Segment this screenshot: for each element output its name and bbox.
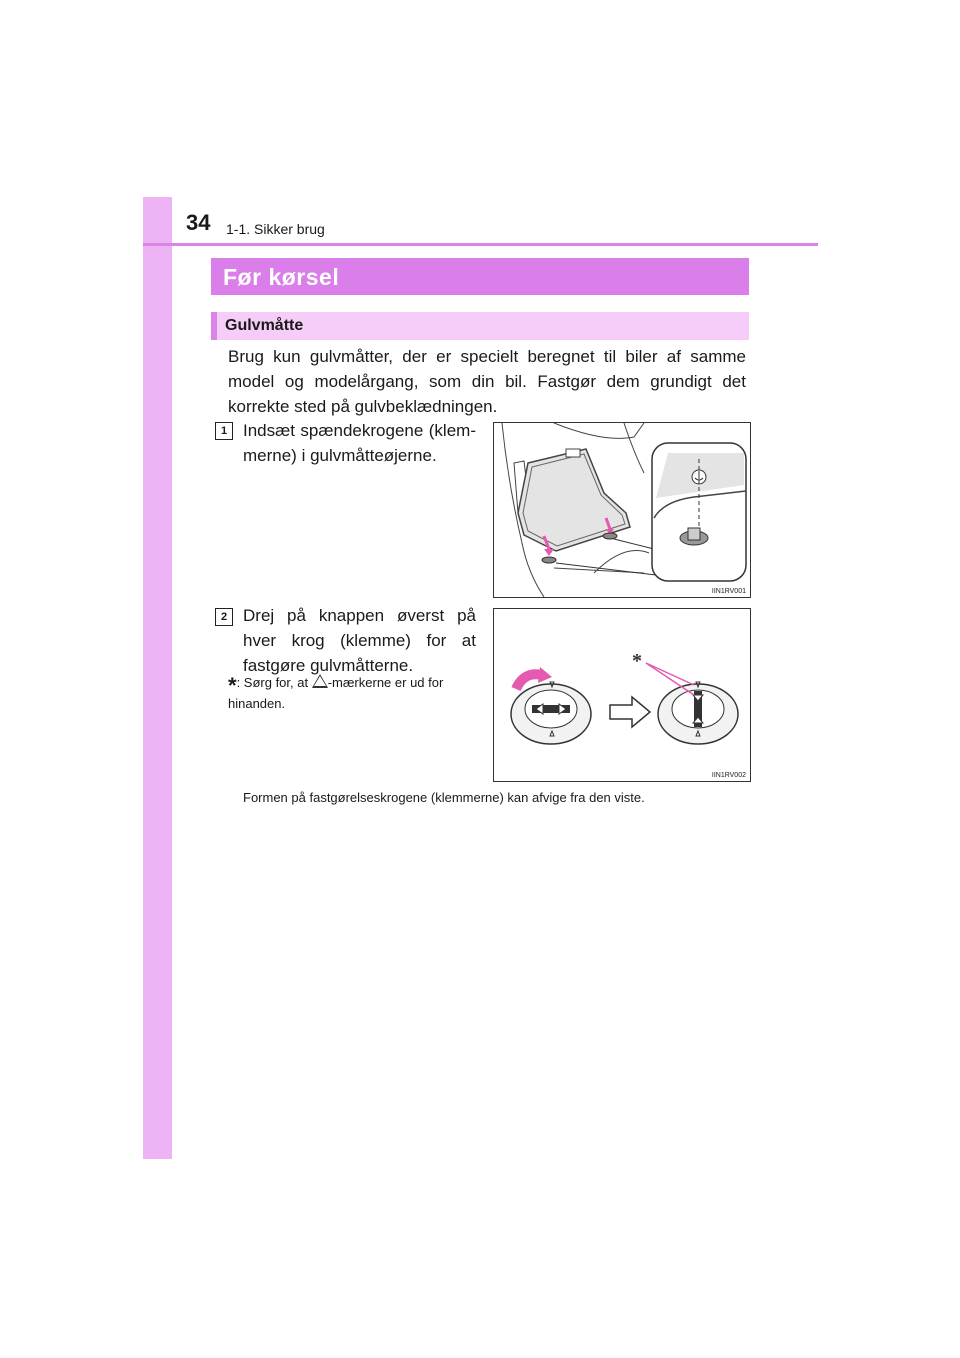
chapter-label: 1-1. Sikker brug (226, 221, 325, 237)
figure-1-id: IIN1RV001 (711, 588, 746, 595)
side-tab-bar (143, 197, 172, 1159)
step-1-text: Indsæt spændekrogene (klem-merne) i gulvmåtteøjerne. (243, 421, 476, 465)
header-divider (143, 243, 818, 246)
figure-asterisk: * (632, 650, 642, 672)
step-1-number: 1 (215, 422, 233, 440)
section-title-bar (211, 258, 749, 295)
note-text-after: -mærkerne er ud for hinanden. (228, 675, 444, 711)
subsection-bar (211, 312, 749, 340)
note (228, 674, 480, 713)
figure-2-id: IIN1RV002 (711, 772, 746, 779)
step-2-text: Drej på knappen øverst på hver krog (klemme) for at fastgøre gulvmåtterne. (243, 606, 476, 675)
floor-mat-illustration (494, 423, 750, 597)
note-asterisk: * (228, 673, 237, 698)
figure-floor-mat-hooks (493, 422, 751, 598)
hook-knob-illustration (494, 609, 750, 781)
page-number: 34 (186, 210, 211, 235)
intro-paragraph: Brug kun gulvmåtter, der er specielt beregnet til biler af samme model og modelårgang, som din bil. Fastgør dem grundigt det korrekte sted på gulvbeklædningen. (228, 347, 746, 416)
footnote: Formen på fastgørelseskrogene (klemmerne) kan afvige fra den viste. (243, 790, 645, 805)
subsection-accent (211, 312, 217, 340)
triangle-mark-icon (312, 674, 328, 688)
figure-hook-knob (493, 608, 751, 782)
section-title: Før kørsel (223, 264, 340, 290)
subsection-title: Gulvmåtte (225, 317, 304, 334)
step-2-number: 2 (215, 608, 233, 626)
note-text-before: : Sørg for, at (236, 675, 309, 690)
